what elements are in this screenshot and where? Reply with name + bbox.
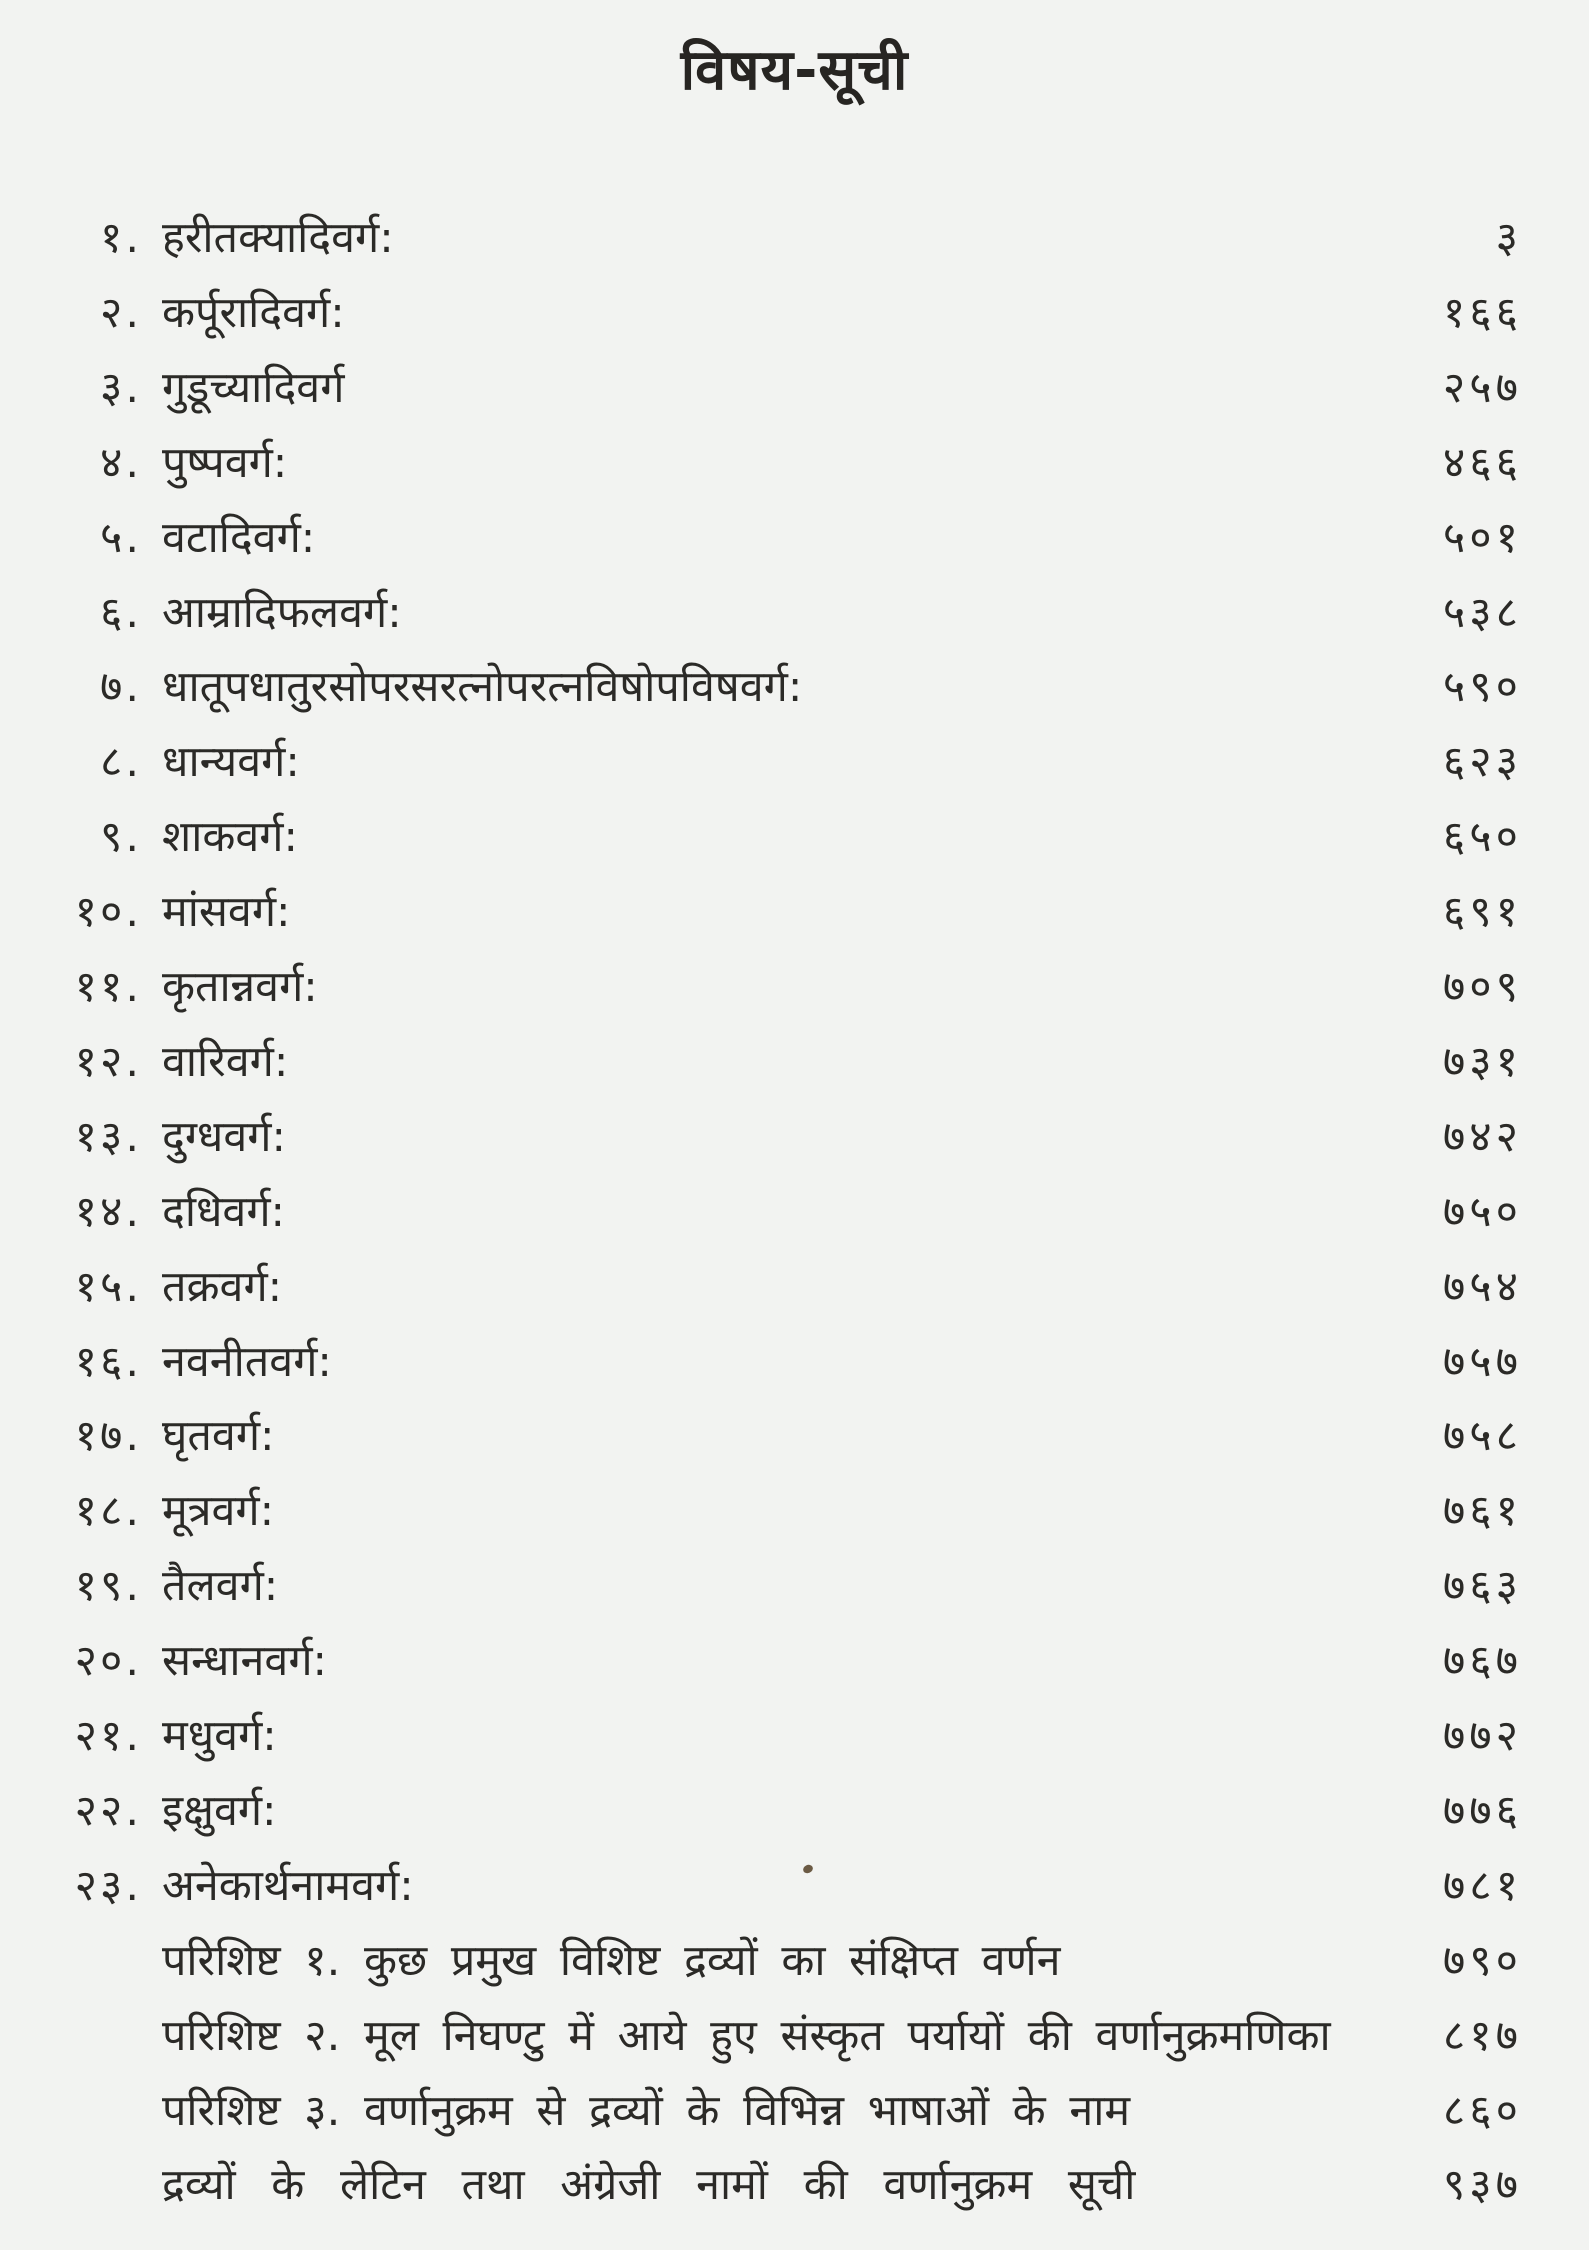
entry-title: हरीतक्यादिवर्ग: [162,213,394,263]
entry-title: कर्पूरादिवर्ग: [162,288,345,338]
toc-row [0,1406,1589,1466]
page-number: ५९० [1442,662,1522,712]
entry-number: १. [99,213,142,263]
toc-row [0,1257,1589,1317]
entry-number: ३. [99,363,142,413]
toc-row [0,732,1589,792]
appendix-title: परिशिष्ट १. कुछ प्रमुख विशिष्ट द्रव्यों का संक्षिप्त वर्णन [162,1936,1061,1986]
page-number: ८६० [1442,2086,1522,2136]
entry-title: गुडूच्यादिवर्ग [162,363,345,413]
page-number: ७०९ [1442,962,1522,1012]
appendix-row [0,1931,1589,1991]
toc-row [0,1182,1589,1242]
entry-number: २१. [74,1711,142,1761]
entry-number: ९. [99,812,142,862]
entry-title: नवनीतवर्ग: [162,1337,332,1387]
toc-row [0,1332,1589,1392]
entry-title: मधुवर्ग: [162,1711,277,1761]
page-number: ७७२ [1442,1711,1522,1761]
entry-number: १५. [74,1262,142,1312]
entry-number: १९. [74,1561,142,1611]
toc-row [0,1556,1589,1616]
page-number: २५७ [1442,363,1522,413]
entry-number: २३. [74,1861,142,1911]
toc-row [0,1706,1589,1766]
page-number: ४६६ [1442,438,1522,488]
entry-title: सन्धानवर्ग: [162,1636,328,1686]
page-number: ७६७ [1442,1636,1522,1686]
toc-row [0,882,1589,942]
entry-title: मूत्रवर्ग: [162,1486,275,1536]
appendix-title: द्रव्यों के लेटिन तथा अंग्रेजी नामों की वर्णानुक्रम सूची [162,2160,1136,2210]
page-number: ७६१ [1442,1486,1522,1536]
page-number: ७४२ [1442,1112,1522,1162]
entry-title: कृतान्नवर्ग: [162,962,318,1012]
entry-number: १७. [74,1411,142,1461]
appendix-row [0,2155,1589,2215]
page-number: ७३१ [1442,1037,1522,1087]
toc-row [0,657,1589,717]
page-number: ७५८ [1442,1411,1522,1461]
entry-number: ७. [99,662,142,712]
page-number: ५०१ [1442,513,1522,563]
page-number: ६५० [1442,812,1522,862]
entry-title: मांसवर्ग: [162,887,291,937]
page-number: ७९० [1442,1936,1522,1986]
entry-title: दधिवर्ग: [162,1187,286,1237]
page-number: ७६३ [1442,1561,1522,1611]
appendix-row [0,2006,1589,2066]
page-number: ९३७ [1442,2160,1522,2210]
entry-title: इक्षुवर्ग: [162,1786,277,1836]
toc-row [0,583,1589,643]
entry-number: ११. [74,962,142,1012]
toc-row [0,1107,1589,1167]
entry-title: घृतवर्ग: [162,1411,275,1461]
entry-number: १०. [74,887,142,937]
entry-title: आम्रादिफलवर्ग: [162,588,402,638]
appendix-title: परिशिष्ट २. मूल निघण्टु में आये हुए संस्कृत पर्यायों की वर्णानुक्रमणिका [162,2011,1331,2061]
toc-row [0,1631,1589,1691]
entry-number: १४. [74,1187,142,1237]
page-number: ७५७ [1442,1337,1522,1387]
entry-number: ८. [99,737,142,787]
entry-number: १६. [74,1337,142,1387]
entry-title: वारिवर्ग: [162,1037,289,1087]
entry-number: ४. [99,438,142,488]
page-number: १६६ [1442,288,1522,338]
page-number: ७८१ [1442,1861,1522,1911]
toc-row [0,1781,1589,1841]
entry-title: तैलवर्ग: [162,1561,279,1611]
toc-row [0,433,1589,493]
entry-number: १२. [74,1037,142,1087]
appendix-title: परिशिष्ट ३. वर्णानुक्रम से द्रव्यों के विभिन्न भाषाओं के नाम [162,2086,1131,2136]
page-number: ३ [1495,213,1522,263]
toc-row [0,508,1589,568]
entry-number: २२. [74,1786,142,1836]
page-number: ७७६ [1442,1786,1522,1836]
entry-title: धान्यवर्ग: [162,737,300,787]
entry-title: वटादिवर्ग: [162,513,316,563]
entry-title: पुष्पवर्ग: [162,438,288,488]
page-number: ७५४ [1442,1262,1522,1312]
toc-row [0,283,1589,343]
entry-number: १८. [74,1486,142,1536]
entry-title: धातूपधातुरसोपरसरत्नोपरत्नविषोपविषवर्ग: [162,662,803,712]
entry-number: २. [99,288,142,338]
page-number: ६२३ [1442,737,1522,787]
entry-title: अनेकार्थनामवर्ग: [162,1861,414,1911]
page-number: ८१७ [1442,2011,1522,2061]
entry-number: १३. [74,1112,142,1162]
toc-row [0,208,1589,268]
page-number: ६९१ [1442,887,1522,937]
entry-number: २०. [74,1636,142,1686]
toc-row [0,807,1589,867]
entry-title: दुग्धवर्ग: [162,1112,286,1162]
toc-row [0,1032,1589,1092]
toc-row [0,1856,1589,1916]
entry-number: ६. [99,588,142,638]
toc-row [0,957,1589,1017]
page-number: ५३८ [1442,588,1522,638]
page-number: ७५० [1442,1187,1522,1237]
toc-row [0,1481,1589,1541]
entry-title: शाकवर्ग: [162,812,299,862]
entry-number: ५. [99,513,142,563]
appendix-row [0,2081,1589,2141]
entry-title: तक्रवर्ग: [162,1262,283,1312]
toc-row [0,358,1589,418]
page-title: विषय-सूची [680,38,909,103]
